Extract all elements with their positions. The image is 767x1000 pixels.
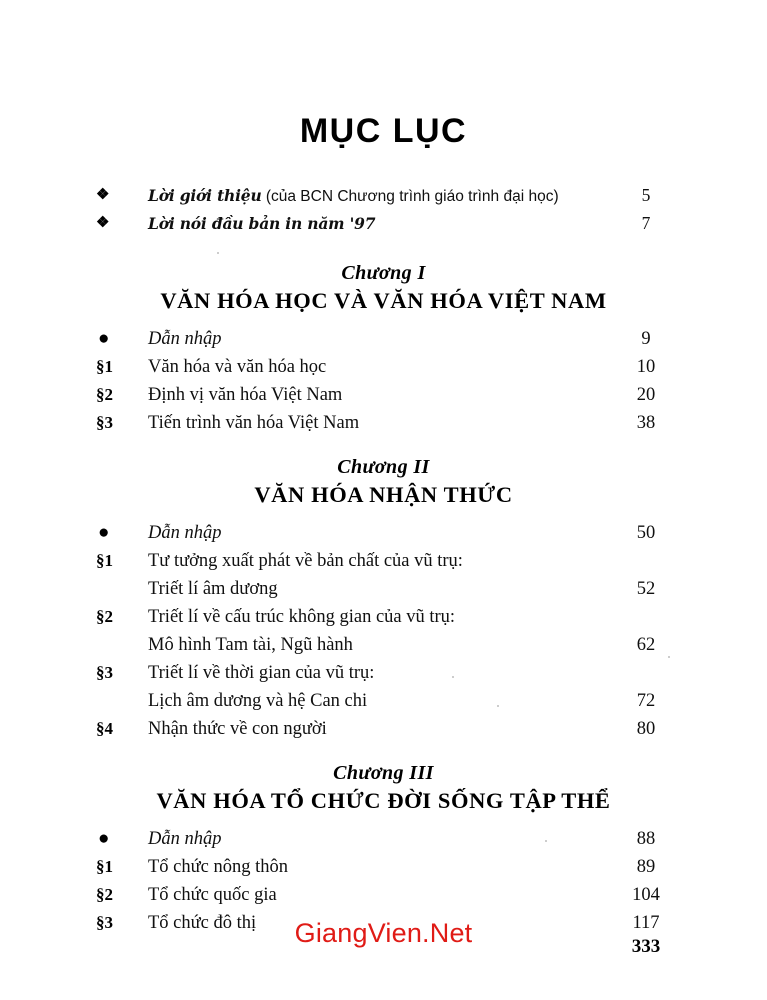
vertical-spacer	[0, 816, 767, 826]
section-marker: §3	[96, 663, 113, 682]
toc-entry-page-number: 88	[636, 829, 656, 849]
round-bullet: ●	[98, 328, 110, 349]
toc-entry-page-number: 7	[641, 213, 651, 233]
toc-entry-page-number: 89	[636, 857, 656, 877]
toc-entry-title: Dẫn nhập	[148, 829, 222, 849]
toc-row-entry	[0, 354, 767, 382]
round-bullet: ●	[98, 828, 110, 849]
toc-entry-page-number: 62	[636, 635, 656, 655]
front-matter-title: Lời nói đầu bản in năm '97	[148, 214, 376, 233]
scan-speckle	[668, 656, 670, 658]
toc-entry-title: Lịch âm dương và hệ Can chi	[148, 691, 368, 711]
site-watermark: GiangVien.Net	[294, 918, 473, 948]
toc-row-entry	[0, 604, 767, 632]
toc-entry-page-number: 50	[636, 523, 656, 543]
vertical-spacer	[0, 438, 767, 454]
toc-entry-title: Triết lí về thời gian của vũ trụ:	[148, 663, 375, 683]
toc-entry-title: Tổ chức nông thôn	[148, 857, 289, 877]
toc-row-entry	[0, 410, 767, 438]
page-folio-number: 333	[631, 936, 661, 957]
toc-row-entry	[0, 660, 767, 688]
toc-row-entry	[0, 716, 767, 744]
scan-speckle	[452, 676, 454, 678]
vertical-spacer	[0, 238, 767, 260]
chapter-label: Chương I	[341, 262, 426, 284]
toc-row-entry-continued	[0, 632, 767, 660]
section-marker: §1	[96, 357, 113, 376]
toc-entry-title	[148, 182, 647, 210]
toc-entry-title: Dẫn nhập	[148, 523, 222, 543]
front-matter-note: (của BCN Chương trình giáo trình đại học)	[261, 188, 559, 205]
toc-entry-title: Tổ chức đô thị	[148, 913, 257, 933]
chapter-label: Chương II	[337, 456, 430, 478]
toc-row-entry	[0, 520, 767, 548]
toc-row-entry-continued	[0, 688, 767, 716]
toc-entry-page-number: 20	[636, 385, 656, 405]
toc-entry-title	[148, 210, 647, 237]
scan-speckle	[545, 840, 547, 842]
chapter-title: VĂN HÓA TỔ CHỨC ĐỜI SỐNG TẬP THỂ	[156, 788, 611, 813]
diamond-bullet: ❖	[96, 187, 110, 203]
toc-entry-page-number: 80	[636, 719, 656, 739]
toc-entry-page-number: 10	[636, 357, 656, 377]
section-marker: §2	[96, 885, 113, 904]
scan-speckle	[217, 252, 219, 254]
round-bullet: ●	[98, 522, 110, 543]
vertical-spacer	[0, 510, 767, 520]
toc-row-entry	[0, 382, 767, 410]
section-marker: §1	[96, 857, 113, 876]
toc-entry-title: Nhận thức về con người	[148, 719, 327, 739]
toc-entry-page-number: 52	[636, 579, 656, 599]
toc-row-entry	[0, 548, 767, 576]
toc-entry-title: Triết lí về cấu trúc không gian của vũ trụ:	[148, 607, 456, 627]
toc-entry-page-number: 72	[636, 691, 656, 711]
section-marker: §3	[96, 913, 113, 932]
page-title: MỤC LỤC	[299, 112, 468, 150]
chapter-heading-block	[0, 760, 767, 816]
toc-row-front-matter	[0, 210, 767, 238]
toc-entry-page-number: 104	[632, 885, 660, 905]
section-marker: §3	[96, 413, 113, 432]
toc-row-entry	[0, 882, 767, 910]
section-marker: §4	[96, 719, 113, 738]
toc-entry-title: Định vị văn hóa Việt Nam	[148, 385, 343, 405]
toc-row-entry	[0, 854, 767, 882]
toc-row-front-matter	[0, 182, 767, 210]
section-marker: §2	[96, 385, 113, 404]
chapter-title: VĂN HÓA HỌC VÀ VĂN HÓA VIỆT NAM	[160, 288, 607, 313]
chapter-heading-block	[0, 454, 767, 510]
vertical-spacer	[0, 316, 767, 326]
toc-entry-page-number: 5	[641, 185, 651, 205]
toc-row-entry	[0, 826, 767, 854]
toc-entry-title: Tiến trình văn hóa Việt Nam	[148, 413, 360, 433]
front-matter-title: Lời giới thiệu	[148, 186, 262, 205]
toc-entry-title: Tư tưởng xuất phát về bản chất của vũ trụ:	[148, 551, 463, 571]
scan-speckle	[497, 705, 499, 707]
section-marker: §2	[96, 607, 113, 626]
toc-entry-title: Triết lí âm dương	[148, 579, 278, 599]
toc-entry-title: Văn hóa và văn hóa học	[148, 357, 327, 377]
toc-entry-page-number: 38	[636, 413, 656, 433]
vertical-spacer	[0, 744, 767, 760]
toc-entry-page-number: 117	[632, 913, 660, 933]
toc-entry-title: Dẫn nhập	[148, 329, 222, 349]
toc-row-entry-continued	[0, 576, 767, 604]
chapter-title: VĂN HÓA NHẬN THỨC	[254, 482, 513, 507]
toc-entry-title: Mô hình Tam tài, Ngũ hành	[148, 635, 353, 655]
section-marker: §1	[96, 551, 113, 570]
toc-entry-page-number: 9	[641, 329, 651, 349]
toc-entry-title: Tổ chức quốc gia	[148, 885, 277, 905]
table-of-contents	[0, 182, 767, 938]
diamond-bullet: ❖	[96, 215, 110, 231]
chapter-heading-block	[0, 260, 767, 316]
chapter-label: Chương III	[333, 762, 434, 784]
toc-row-entry	[0, 326, 767, 354]
